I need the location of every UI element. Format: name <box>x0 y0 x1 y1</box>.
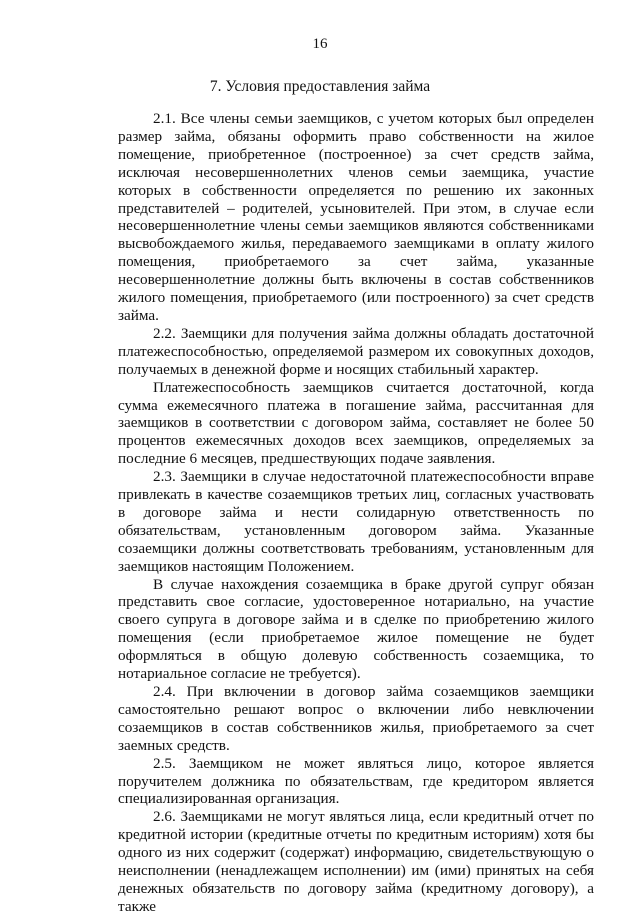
section-title: 7. Условия предоставления займа <box>209 78 431 95</box>
paragraph-2-5: 2.5. Заемщиком не может являться лицо, которое является поручителем должника по обязательствам, где кредитором является специализированная организация. <box>118 754 594 808</box>
paragraph-2-6: 2.6. Заемщиками не могут являться лица, если кредитный отчет по кредитной истории (кредитные отчеты по кредитным историям) хотя бы одного из них содержит (содержат) информацию, свидетельствующую о неисполнении (ненадлежащем исполнении) им (ими) принятых на себя денежных обязательств по договору займа (кредитному договору), а также <box>118 808 594 915</box>
paragraph-2-1: 2.1. Все члены семьи заемщиков, с учетом которых был определен размер займа, обязаны оформить право собственности на жилое помещение, приобретенное (построенное) за счет средств займа, исключая несовершеннолетних членов семьи заемщика, участие которых в собственности определяется по решению их законных представителей – родителей, усыновителей. При этом, в случае если несовершеннолетние члены семьи заемщиков являются собственниками высвобождаемого жилья, передаваемого заемщиками в оплату жилого помещения, приобретаемого за счет займа, указанные несовершеннолетние должны быть включены в состав собственников жилого помещения, приобретаемого (или построенного) за счет средств займа. <box>118 110 594 324</box>
paragraph-2-2: 2.2. Заемщики для получения займа должны обладать достаточной платежеспособностью, определяемой размером их совокупных доходов, получаемых в денежной форме и носящих стабильный характер. <box>118 324 594 378</box>
document-body <box>118 110 594 916</box>
paragraph-spouse-consent: В случае нахождения созаемщика в браке другой супруг обязан представить свое согласие, удостоверенное нотариально, на участие своего супруга в договоре займа и в сделке по приобретению жилого помещения (если приобретаемое жилое помещение не будет оформляться в общую долевую собственность созаемщика, то нотариальное согласие не требуется). <box>118 575 594 683</box>
paragraph-2-3: 2.3. Заемщики в случае недостаточной платежеспособности вправе привлекать в качестве созаемщиков третьих лиц, согласных участвовать в договоре займа и нести солидарную ответственность по обязательствам, установленным договором займа. Указанные созаемщики должны соответствовать требованиям, установленным для заемщиков настоящим Положением. <box>118 468 594 575</box>
paragraph-2-4: 2.4. При включении в договор займа созаемщиков заемщики самостоятельно решают вопрос о включении либо невключении созаемщиков в состав собственников жилья, приобретаемого за счет заемных средств. <box>118 683 594 754</box>
page-number: 16 <box>312 36 328 52</box>
paragraph-solvency: Платежеспособность заемщиков считается достаточной, когда сумма ежемесячного платежа в погашение займа, рассчитанная для заемщиков в соответствии с договором займа, составляет не более 50 процентов ежемесячных доходов всех заемщиков, определяемых за последние 6 месяцев, предшествующих подаче заявления. <box>118 378 594 468</box>
